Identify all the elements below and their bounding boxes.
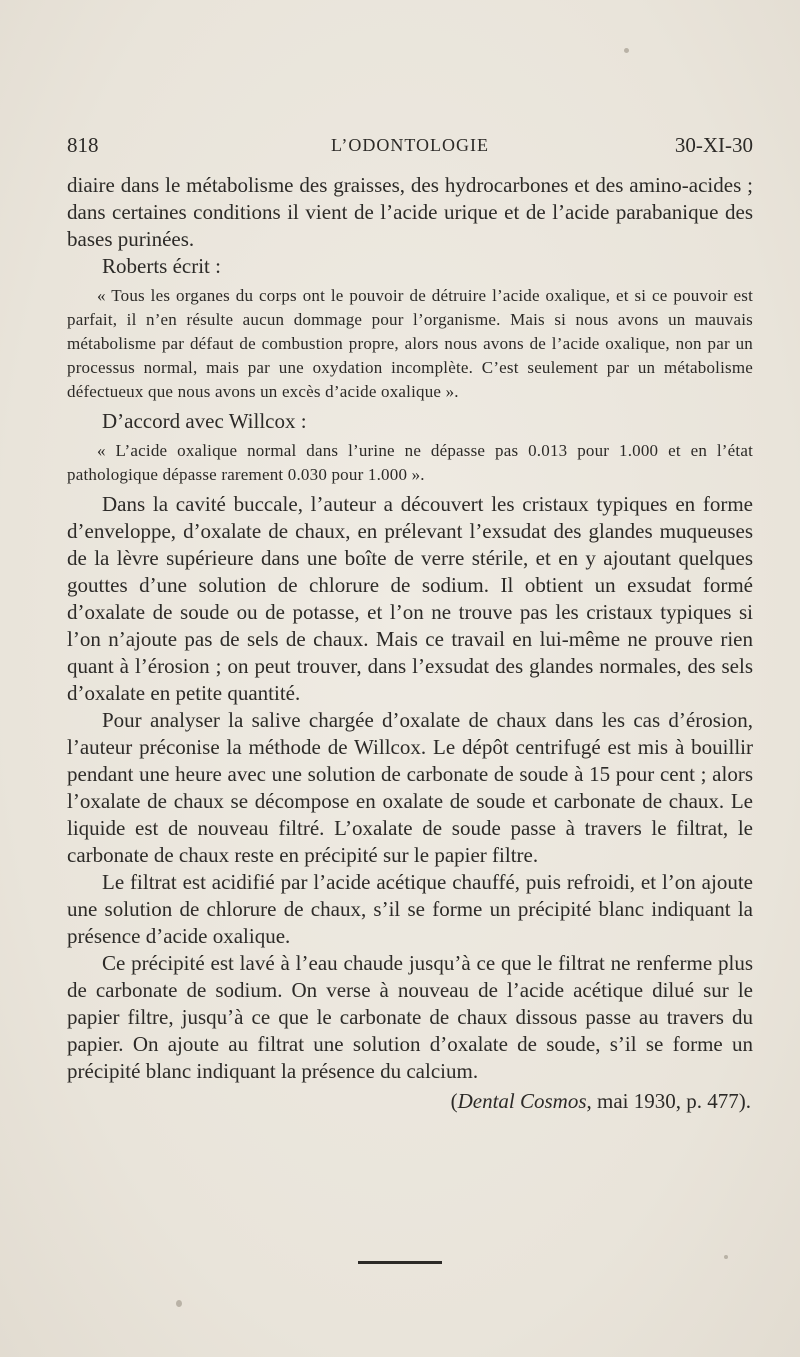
paper-speck [176, 1300, 182, 1307]
paragraph-buccal-cavity: Dans la cavité buccale, l’auteur a découvert les cristaux typiques en forme d’enveloppe, d’oxalate de chaux, en prélevant l’exsudat des glandes muqueuses de la lèvre supérieure dans une boîte de verre stérile, et en y ajoutant quelques gouttes d’une solution de chlorure de sodium. Il obtient un exsudat formé d’oxalate de soude ou de potasse, et l’on ne trouve pas les cristaux typiques si l’on n’ajoute pas de sels de chaux. Mais ce travail en lui-même ne prouve rien quant à l’érosion ; on peut trouver, dans l’exsudat des glandes normales, des sels d’oxalate en petite quantité. [67, 492, 753, 705]
paragraph-continued: diaire dans le métabolisme des graisses, des hydrocarbones et des amino-acides ; dans certaines conditions il vient de l’acide urique et de l’acide parabanique des bases purinées. [67, 173, 753, 251]
page-number: 818 [67, 133, 99, 157]
paragraph-saliva-analysis: Pour analyser la salive chargée d’oxalate de chaux dans les cas d’érosion, l’auteur préconise la méthode de Willcox. Le dépôt centrifugé est mis à bouillir pendant une heure avec une solution de carbonate de soude à 15 pour cent ; alors l’oxalate de chaux se décompose en oxalate de soude et carbonate de chaux. Le liquide est de nouveau filtré. L’oxalate de soude passe à travers le filtrat, le carbonate de chaux reste en précipité sur le papier filtre. [67, 708, 753, 867]
paragraph-roberts-intro: Roberts écrit : [102, 254, 221, 278]
paragraph-willcox-intro: D’accord avec Willcox : [102, 409, 307, 433]
paragraph-filtrate: Le filtrat est acidifié par l’acide acétique chauffé, puis refroidi, et l’on ajoute une solution de chlorure de chaux, s’il se forme un précipité blanc indiquant la présence d’acide oxalique. [67, 870, 753, 948]
running-header [67, 133, 753, 159]
citation-journal: Dental Cosmos [457, 1089, 587, 1113]
citation-details: , mai 1930, p. 477). [586, 1089, 751, 1113]
paragraph-precipitate: Ce précipité est lavé à l’eau chaude jusqu’à ce que le filtrat ne renferme plus de carbonate de sodium. On verse à nouveau de l’acide acétique dilué sur le papier filtre, jusqu’à ce que le carbonate de chaux dissous passe au travers du papier. On ajoute au filtrat une solution d’oxalate de soude, s’il se forme un précipité blanc indiquant la présence du calcium. [67, 951, 753, 1083]
journal-title: L’ODONTOLOGIE [331, 135, 489, 155]
issue-date: 30-XI-30 [674, 133, 753, 157]
paper-speck [624, 48, 629, 53]
article-body [67, 172, 753, 1115]
quote-willcox: « L’acide oxalique normal dans l’urine ne dépasse pas 0.013 pour 1.000 et en l’état pathologique dépasse rarement 0.030 pour 1.000 ». [67, 441, 753, 484]
end-rule [358, 1261, 442, 1264]
quote-roberts: « Tous les organes du corps ont le pouvoir de détruire l’acide oxalique, et si ce pouvoir est parfait, il n’en résulte aucun dommage pour l’organisme. Mais si nous avons un mauvais métabolisme par défaut de combustion propre, alors nous avons de l’acide oxalique, non par un processus normal, mais par une oxydation incomplète. C’est seulement par un métabolisme défectueux que nous avons un excès d’acide oxalique ». [67, 286, 753, 401]
paper-speck [724, 1255, 728, 1259]
citation: (Dental Cosmos, mai 1930, p. 477). [450, 1089, 751, 1113]
